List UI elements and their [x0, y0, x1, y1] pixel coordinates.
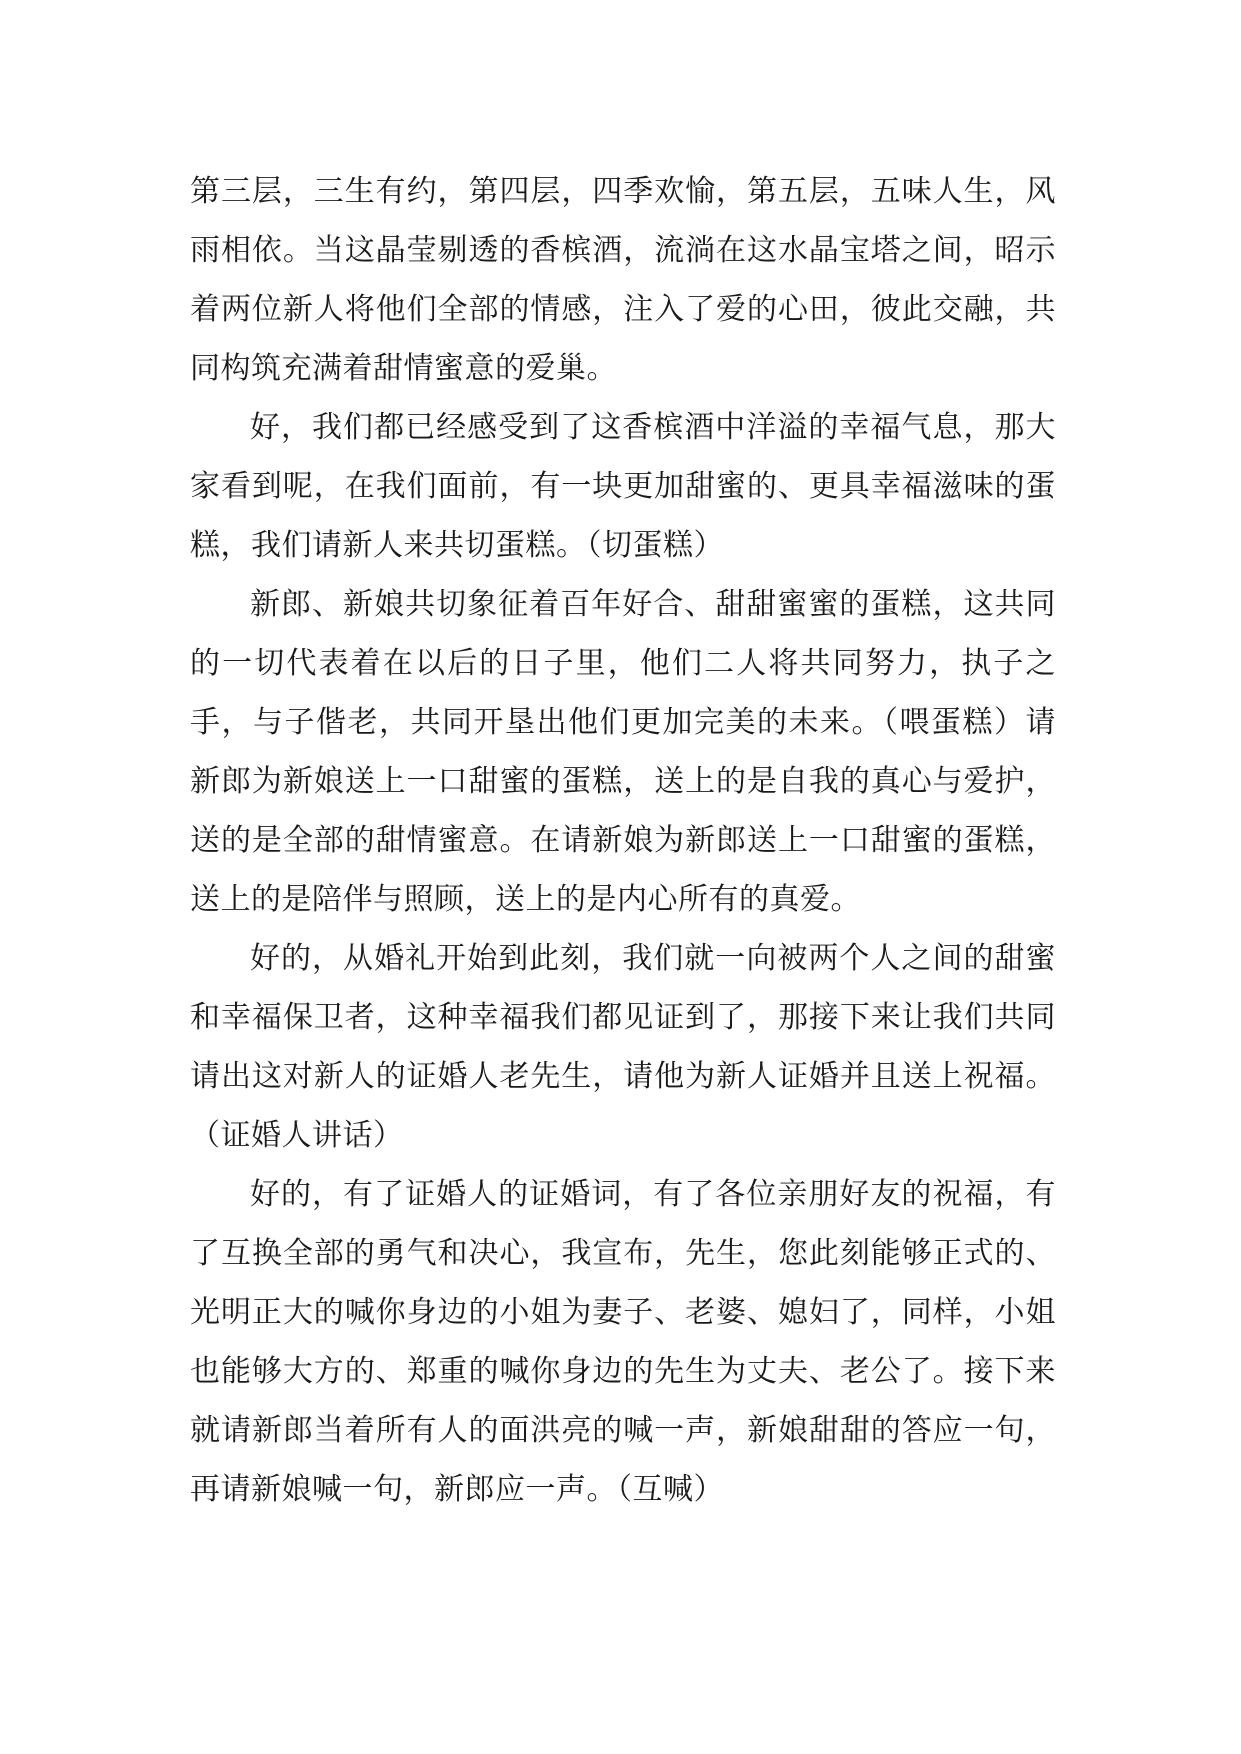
paragraph-4: 好的，从婚礼开始到此刻，我们就一向被两个人之间的甜蜜和幸福保卫者，这种幸福我们都见证到了，那接下来让我们共同请出这对新人的证婚人老先生，请他为新人证婚并且送上祝福。（证婚人讲话）: [190, 941, 1056, 1153]
paragraph-1: 第三层，三生有约，第四层，四季欢愉，第五层，五味人生，风雨相依。当这晶莹剔透的香槟酒，流淌在这水晶宝塔之间，昭示着两位新人将他们全部的情感，注入了爱的心田，彼此交融，共同构筑充满着甜情蜜意的爱巢。: [190, 174, 1056, 386]
paragraph-3: 新郎、新娘共切象征着百年好合、甜甜蜜蜜的蛋糕，这共同的一切代表着在以后的日子里，他们二人将共同努力，执子之手，与子偕老，共同开垦出他们更加完美的未来。（喂蛋糕）请新郎为新娘送上一口甜蜜的蛋糕，送上的是自我的真心与爱护，送的是全部的甜情蜜意。在请新娘为新郎送上一口甜蜜的蛋糕，送上的是陪伴与照顾，送上的是内心所有的真爱。: [190, 587, 1056, 917]
paragraph-5: 好的，有了证婚人的证婚词，有了各位亲朋好友的祝福，有了互换全部的勇气和决心，我宣布，先生，您此刻能够正式的、光明正大的喊你身边的小姐为妻子、老婆、媳妇了，同样，小姐也能够大方的、郑重的喊你身边的先生为丈夫、老公了。接下来就请新郎当着所有人的面洪亮的喊一声，新娘甜甜的答应一句，再请新娘喊一句，新郎应一声。（互喊）: [190, 1177, 1056, 1507]
paragraph-2: 好，我们都已经感受到了这香槟酒中洋溢的幸福气息，那大家看到呢，在我们面前，有一块更加甜蜜的、更具幸福滋味的蛋糕，我们请新人来共切蛋糕。（切蛋糕）: [190, 410, 1056, 563]
document-body: [190, 162, 1056, 1519]
